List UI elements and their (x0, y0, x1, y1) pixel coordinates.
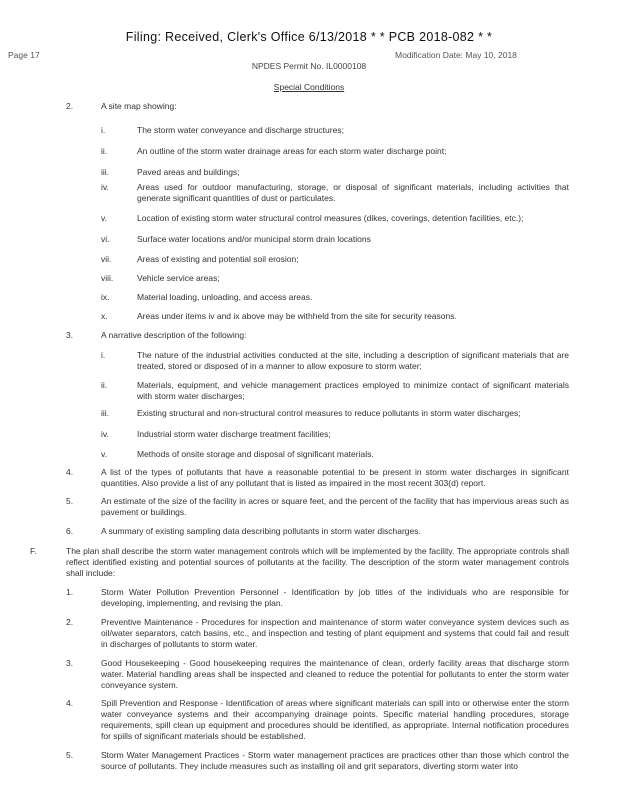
subitem-text: An outline of the storm water drainage areas for each storm water discharge point; (137, 146, 447, 156)
section-letter: F. (30, 546, 37, 556)
control-text: Preventive Maintenance - Procedures for inspection and maintenance of storm water conveyance system devices such as oil/water separators, catch basins, etc., and inspection and testing of plant equipment and systems that could fail and result in discharges of pollutants to storm water. (101, 617, 569, 649)
control-text: Storm Water Pollution Prevention Personnel - Identification by job titles of the individuals who are responsible for developing, implementing, and revising the plan. (101, 587, 569, 608)
page-number: Page 17 (8, 50, 40, 60)
subitem-number: x. (101, 311, 108, 321)
section-text: The plan shall describe the storm water management controls which will be implemented by the facility. The appropriate controls shall reflect identified existing and potential sources of pollutants at the facility. The description of the storm water management controls shall include: (66, 546, 569, 578)
control-number: 3. (66, 658, 74, 668)
subitem-text: Paved areas and buildings; (137, 167, 240, 177)
item-number: 6. (66, 526, 74, 536)
subitem-text: Areas used for outdoor manufacturing, storage, or disposal of significant materials, including activities that generate significant quantities of dust or particulates. (137, 182, 569, 203)
subitem-text: Materials, equipment, and vehicle management practices employed to minimize contact of significant materials with storm water discharges; (137, 380, 569, 401)
subitem-number: v. (101, 449, 107, 459)
item-text: A site map showing: (101, 101, 177, 111)
item-number: 3. (66, 330, 74, 340)
filing-stamp: Filing: Received, Clerk's Office 6/13/2018 * * PCB 2018-082 * * (125, 30, 493, 44)
subitem-number: vi. (101, 234, 110, 244)
control-text: Good Housekeeping - Good housekeeping requires the maintenance of clean, orderly facility areas that discharge storm water. Material handling areas shall be inspected and cleaned to reduce the potential for pollutants to enter the storm water conveyance system. (101, 658, 569, 690)
control-number: 5. (66, 750, 74, 760)
subitem-text: Location of existing storm water structural control measures (dikes, coverings, detention facilities, etc.); (137, 213, 524, 223)
control-number: 4. (66, 698, 74, 708)
subitem-text: Vehicle service areas; (137, 273, 220, 283)
control-number: 1. (66, 587, 74, 597)
item-text: A list of the types of pollutants that have a reasonable potential to be present in storm water discharges in significant quantities. Also provide a list of any pollutant that is listed as impaired in the most recent 303(d) report. (101, 467, 569, 488)
subitem-text: Methods of onsite storage and disposal of significant materials. (137, 449, 374, 459)
subitem-text: Areas under items iv and ix above may be withheld from the site for security reasons. (137, 311, 457, 321)
subitem-number: ii. (101, 380, 108, 390)
subitem-number: iv. (101, 429, 109, 439)
section-title: Special Conditions (273, 82, 345, 92)
item-text: A summary of existing sampling data describing pollutants in storm water discharges. (101, 526, 421, 536)
item-text: An estimate of the size of the facility in acres or square feet, and the percent of the facility that has impervious areas such as pavement or buildings. (101, 496, 569, 517)
subitem-text: Areas of existing and potential soil erosion; (137, 254, 299, 264)
control-text: Storm Water Management Practices - Storm water management practices are practices other than those which control the source of pollutants. They include measures such as installing oil and grit separators, diverting storm water into (101, 750, 569, 771)
item-number: 5. (66, 496, 74, 506)
item-number: 4. (66, 467, 74, 477)
subitem-text: The nature of the industrial activities conducted at the site, including a description of significant materials that are treated, stored or disposed of in a manner to allow exposure to storm water; (137, 350, 569, 371)
subitem-number: i. (101, 350, 106, 360)
subitem-number: viii. (101, 273, 114, 283)
permit-number: NPDES Permit No. IL0000108 (251, 61, 367, 71)
subitem-number: i. (101, 125, 106, 135)
control-number: 2. (66, 617, 74, 627)
subitem-number: ii. (101, 146, 108, 156)
control-text: Spill Prevention and Response - Identification of areas where significant materials can spill into or otherwise enter the storm water conveyance systems and their accompanying drainage points. Specific material handling procedures, storage requirements, spill clean up equipment and procedures should be identified, as appropriate. Internal notification procedures for spills of significant materials should be established. (101, 698, 569, 741)
subitem-number: vii. (101, 254, 112, 264)
subitem-text: Existing structural and non-structural control measures to reduce pollutants in storm water discharges; (137, 408, 521, 418)
subitem-number: iv. (101, 182, 109, 192)
item-text: A narrative description of the following: (101, 330, 247, 340)
subitem-text: Industrial storm water discharge treatment facilities; (137, 429, 331, 439)
subitem-text: Surface water locations and/or municipal storm drain locations (137, 234, 371, 244)
subitem-text: Material loading, unloading, and access areas. (137, 292, 313, 302)
subitem-number: iii. (101, 167, 110, 177)
modification-date: Modification Date: May 10, 2018 (395, 50, 517, 60)
item-number: 2. (66, 101, 74, 111)
subitem-text: The storm water conveyance and discharge structures; (137, 125, 344, 135)
subitem-number: iii. (101, 408, 110, 418)
subitem-number: v. (101, 213, 107, 223)
subitem-number: ix. (101, 292, 110, 302)
